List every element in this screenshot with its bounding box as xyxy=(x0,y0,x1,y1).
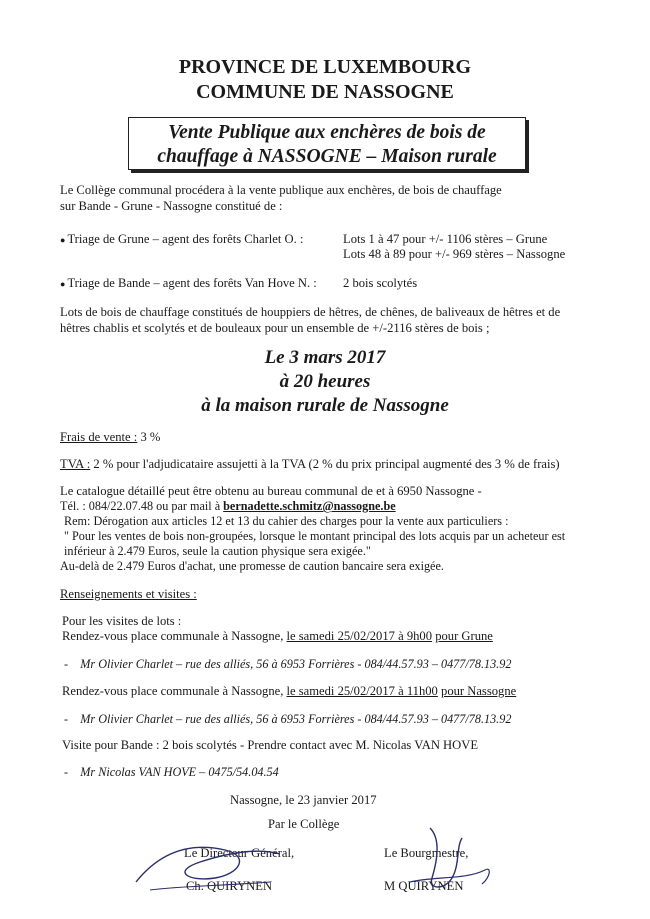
rdv-nassogne xyxy=(62,684,516,699)
tva-label: TVA : xyxy=(60,457,91,471)
triage-grune-label: Triage de Grune – agent des forêts Charlet O. : xyxy=(67,232,304,246)
event-date: Le 3 mars 2017 xyxy=(264,347,386,368)
place-date: Nassogne, le 23 janvier 2017 xyxy=(230,793,377,807)
bande-visit: Visite pour Bande : 2 bois scolytés - Prendre contact avec M. Nicolas VAN HOVE xyxy=(62,738,479,752)
triage-grune-lot-1: Lots 1 à 47 pour +/- 1106 stères – Grune xyxy=(343,232,548,246)
rdv-nassogne-date: le samedi 25/02/2017 à 11h00 xyxy=(286,684,438,698)
rdv-grune xyxy=(62,629,493,644)
catalogue-line-2 xyxy=(60,499,396,514)
title-box xyxy=(128,117,526,170)
lots-desc-line-2: hêtres chablis et scolytés et de bouleaux pour un ensemble de +/-2116 stères de bois ; xyxy=(60,321,490,335)
catalogue-phone: Tél. : 084/22.07.48 ou par mail à xyxy=(60,499,224,513)
bullet-icon: ● xyxy=(60,235,66,245)
rem-line-3: inférieur à 2.479 Euros, seule la caution physique sera exigée." xyxy=(64,544,371,558)
triage-bande-lot: 2 bois scolytés xyxy=(343,276,418,290)
fees-line xyxy=(60,430,160,445)
intro-line-1: Le Collège communal procédera à la vente publique aux enchères, de bois de chauffage xyxy=(60,183,502,197)
intro-line-2: sur Bande - Grune - Nassogne constitué de : xyxy=(60,199,283,213)
title-line-2: chauffage à NASSOGNE – Maison rurale xyxy=(157,146,497,167)
mayor-signature-icon xyxy=(390,818,500,903)
email-link[interactable]: bernadette.schmitz@nassogne.be xyxy=(223,499,396,513)
event-place: à la maison rurale de Nassogne xyxy=(201,395,449,416)
triage-bande-item xyxy=(60,276,317,291)
rdv-grune-prefix: Rendez-vous place communale à Nassogne, xyxy=(62,629,287,643)
rdv-nassogne-prefix: Rendez-vous place communale à Nassogne, xyxy=(62,684,287,698)
fees-label: Frais de vente : xyxy=(60,430,138,444)
visits-label: Pour les visites de lots : xyxy=(62,614,182,628)
by-college: Par le Collège xyxy=(268,817,340,831)
triage-grune-lot-2: Lots 48 à 89 pour +/- 969 stères – Nassogne xyxy=(343,247,566,261)
dg-title: Le Directeur Général, xyxy=(184,846,295,860)
rem-line-2: " Pour les ventes de bois non-groupées, lorsque le montant principal des lots acquis par un acheteur est xyxy=(64,529,566,543)
rem-line-1: Rem: Dérogation aux articles 12 et 13 du cahier des charges pour la vente aux particuliers : xyxy=(64,514,509,528)
mayor-title: Le Bourgmestre, xyxy=(384,846,469,860)
catalogue-line-1: Le catalogue détaillé peut être obtenu au bureau communal de et à 6950 Nassogne - xyxy=(60,484,482,498)
triage-grune-item xyxy=(60,232,303,247)
mayor-name: M QUIRYNEN xyxy=(384,879,464,893)
contact-vanhove: - Mr Nicolas VAN HOVE – 0475/54.04.54 xyxy=(64,765,279,779)
dg-name: Ch. QUIRYNEN xyxy=(186,879,273,893)
header-commune: COMMUNE DE NASSOGNE xyxy=(196,81,454,103)
contact-charlet-1: - Mr Olivier Charlet – rue des alliés, 56 à 6953 Forrières - 084/44.57.93 – 0477/78.13.92 xyxy=(64,657,512,671)
contact-charlet-2: - Mr Olivier Charlet – rue des alliés, 56 à 6953 Forrières - 084/44.57.93 – 0477/78.13.92 xyxy=(64,712,512,726)
title-line-1: Vente Publique aux enchères de bois de xyxy=(168,122,486,143)
triage-bande-label: Triage de Bande – agent des forêts Van Hove N. : xyxy=(67,276,317,290)
tva-line xyxy=(60,457,560,472)
info-heading: Renseignements et visites : xyxy=(60,587,197,601)
lots-desc-line-1: Lots de bois de chauffage constitués de houppiers de hêtres, de chênes, de baliveaux de hêtres et de xyxy=(60,305,561,319)
bullet-icon: ● xyxy=(60,279,66,289)
header-province: PROVINCE DE LUXEMBOURG xyxy=(178,56,472,78)
director-signature-icon xyxy=(130,812,290,902)
rdv-grune-date: le samedi 25/02/2017 à 9h00 xyxy=(286,629,433,643)
rem-line-4: Au-delà de 2.479 Euros d'achat, une promesse de caution bancaire sera exigée. xyxy=(60,559,444,573)
event-time: à 20 heures xyxy=(279,371,371,392)
fees-value: 3 % xyxy=(137,430,161,444)
tva-value: 2 % pour l'adjudicataire assujetti à la TVA (2 % du prix principal augmenté des 3 % de frais) xyxy=(90,457,560,471)
rdv-grune-place: pour Grune xyxy=(435,629,493,643)
rdv-nassogne-place: pour Nassogne xyxy=(441,684,517,698)
